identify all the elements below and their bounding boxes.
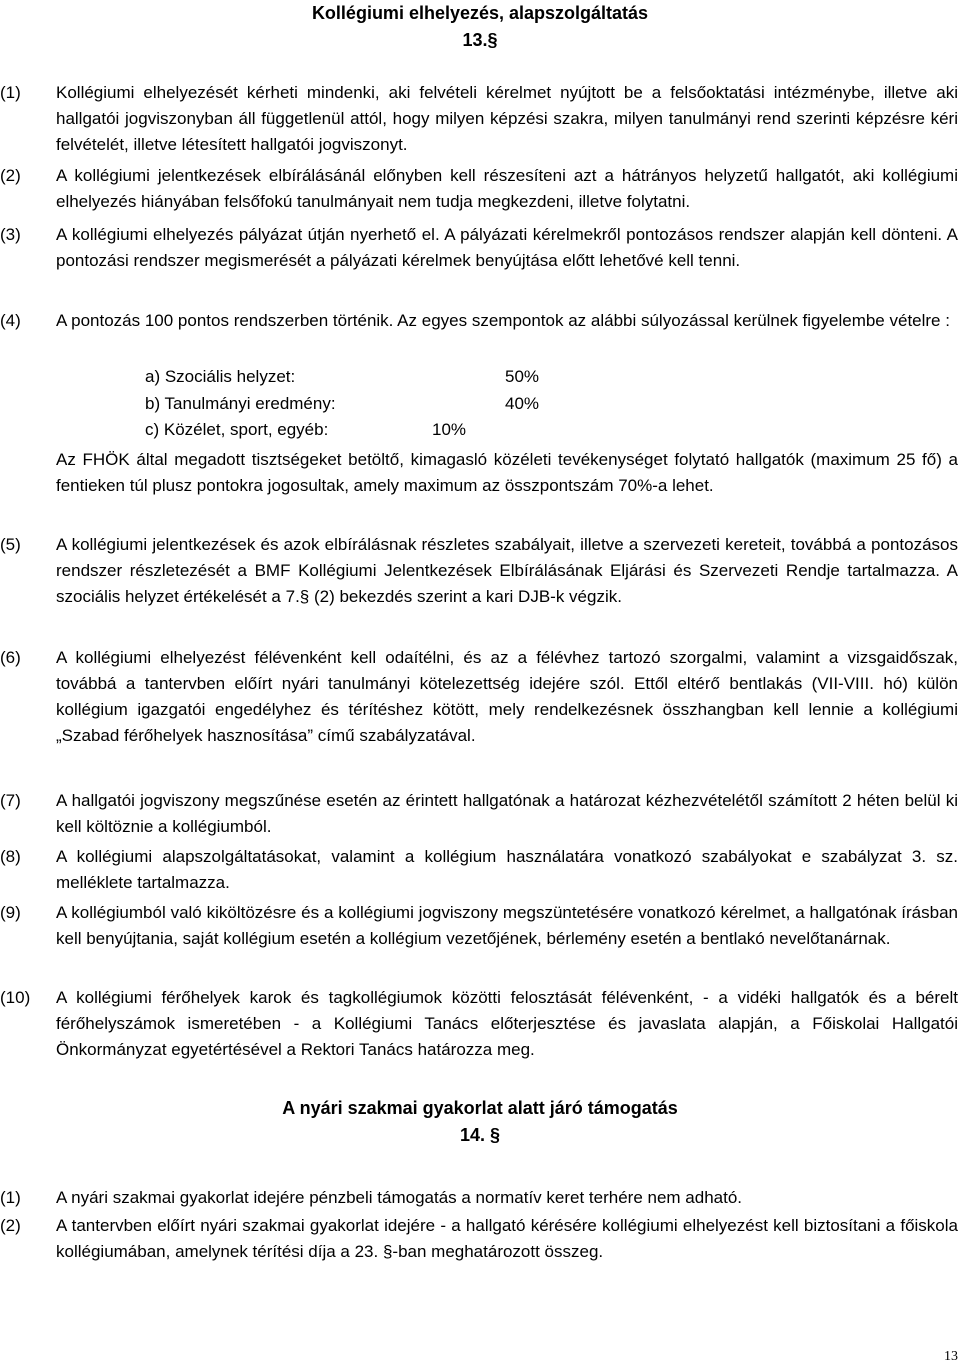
paragraph-13-9 (0, 900, 958, 952)
section-13-heading (0, 0, 960, 54)
paragraph-text: A tantervben előírt nyári szakmai gyakorlat idejére - a hallgató kérésére kollégiumi elhelyezést kell biztosítani a főiskola kollégiumában, amelynek térítési díja a 23. §-ban meghatározott összeg. (56, 1216, 958, 1261)
paragraph-text: A kollégiumi férőhelyek karok és tagkollégiumok közötti felosztását félévenként, - a vidéki hallgatók és a bérelt férőhelyszámok ismeretében - a Kollégiumi Tanács előterjesztése és javaslata alapján, a Főiskolai Hallgatói Önkormányzat egyetértésével a Rektori Tanács határozza meg. (56, 988, 958, 1059)
weighting-label: c) Közélet, sport, egyéb: (145, 420, 329, 439)
paragraph-13-2 (0, 163, 958, 215)
section-13-title: Kollégiumi elhelyezés, alapszolgáltatás (311, 3, 649, 23)
weighting-label: a) Szociális helyzet: (145, 367, 296, 386)
paragraph-text: A hallgatói jogviszony megszűnése esetén az érintett hallgatónak a határozat kézhezvételétől számított 2 héten belül ki kell költöznie a kollégiumból. (56, 791, 958, 836)
section-14-number: 14. § (459, 1125, 501, 1145)
paragraph-number: (3) (0, 225, 21, 244)
paragraph-number: (5) (0, 535, 21, 554)
page-number: 13 (944, 1349, 958, 1364)
weighting-value: 50% (505, 367, 540, 386)
paragraph-13-4-note (0, 447, 958, 499)
paragraph-text: A kollégiumi jelentkezések elbírálásánál előnyben kell részesíteni azt a hátrányos helyzetű hallgatót, aki kollégiumi elhelyezés hiányában felsőfokú tanulmányait nem tudja megkezdeni, illetve folytatni. (56, 166, 958, 211)
section-14-title: A nyári szakmai gyakorlat alatt járó támogatás (282, 1098, 678, 1118)
weighting-value: 40% (505, 393, 540, 413)
paragraph-13-6 (0, 645, 958, 749)
paragraph-number: (2) (0, 166, 21, 185)
paragraph-number: (2) (0, 1216, 21, 1235)
paragraph-13-4 (0, 308, 958, 334)
paragraph-text: Az FHÖK által megadott tisztségeket betöltő, kimagasló közéleti tevékenységet folytató hallgatók (maximum 25 fő) a fentieken túl plusz pontokra jogosultak, amely maximum az összpontszám 70%-a lehet. (56, 450, 958, 495)
paragraph-number: (9) (0, 903, 21, 922)
paragraph-number: (10) (0, 988, 31, 1007)
paragraph-number: (4) (0, 311, 21, 330)
paragraph-13-5 (0, 532, 958, 610)
weighting-label: b) Tanulmányi eredmény: (145, 393, 336, 413)
paragraph-text: A kollégiumi alapszolgáltatásokat, valamint a kollégium használatára vonatkozó szabályokat e szabályzat 3. sz. melléklete tartalmazza. (56, 847, 958, 892)
paragraph-14-2 (0, 1213, 958, 1265)
weighting-item-public (145, 417, 467, 444)
weighting-value: 10% (432, 420, 467, 439)
paragraph-number: (1) (0, 83, 21, 102)
paragraph-13-7 (0, 788, 958, 840)
paragraph-text: A nyári szakmai gyakorlat idejére pénzbeli támogatás a normatív keret terhére nem adható. (56, 1188, 743, 1207)
paragraph-13-8 (0, 844, 958, 896)
weighting-item-study (145, 391, 540, 418)
paragraph-13-10 (0, 985, 958, 1063)
paragraph-text: Kollégiumi elhelyezését kérheti mindenki, aki felvételi kérelmet nyújtott be a felsőoktatási intézménybe, illetve aki hallgatói jogviszonyban áll függetlenül attól, hogy milyen képzési szakra, milyen tanulmányi rend szerinti képzésre kéri felvételét, illetve létesített hallgatói jogviszonyt. (56, 83, 958, 154)
paragraph-13-1 (0, 80, 958, 158)
section-13-number: 13.§ (462, 30, 498, 50)
paragraph-text: A kollégiumi elhelyezés pályázat útján nyerhető el. A pályázati kérelmekről pontozásos rendszer alapján kell dönteni. A pontozási rendszer megismerését a pályázati kérelmek benyújtása előtt lehetővé kell tenni. (56, 225, 958, 270)
paragraph-text: A kollégiumi elhelyezést félévenként kell odaítélni, és az a félévhez tartozó szorgalmi, valamint a vizsgaidőszak, továbbá a tantervben előírt nyári tanulmányi kötelezettség idejére szól. Ettől eltérő bentlakás (VII-VIII. hó) külön kollégium igazgatói engedélyhez és térítéshez kötött, mely rendelkezésnek összhangban kell lennie a kollégiumi „Szabad férőhelyek hasznosítása” című szabályzatával. (56, 648, 958, 745)
paragraph-14-1 (0, 1185, 958, 1211)
paragraph-13-3 (0, 222, 958, 274)
paragraph-number: (1) (0, 1188, 21, 1207)
paragraph-number: (7) (0, 791, 21, 810)
paragraph-number: (8) (0, 847, 21, 866)
section-14-heading (0, 1095, 960, 1149)
weighting-item-social (145, 364, 540, 391)
weighting-list (145, 364, 540, 444)
paragraph-text: A pontozás 100 pontos rendszerben történik. Az egyes szempontok az alábbi súlyozással kerülnek figyelembe vételre : (56, 311, 950, 330)
paragraph-number: (6) (0, 648, 21, 667)
paragraph-text: A kollégiumi jelentkezések és azok elbírálásnak részletes szabályait, illetve a szervezeti kereteit, továbbá a pontozásos rendszer részletezését a BMF Kollégiumi Jelentkezések Elbírálásának Eljárási és Szervezeti Rendje tartalmazza. A szociális helyzet értékelését a 7.§ (2) bekezdés szerint a kari DJB-k végzik. (56, 535, 958, 606)
paragraph-text: A kollégiumból való kiköltözésre és a kollégiumi jogviszony megszüntetésére vonatkozó kérelmet, a hallgatónak írásban kell benyújtania, saját kollégium esetén a kollégium vezetőjének, bérlemény esetén a bentlakó nevelőtanárnak. (56, 903, 958, 948)
